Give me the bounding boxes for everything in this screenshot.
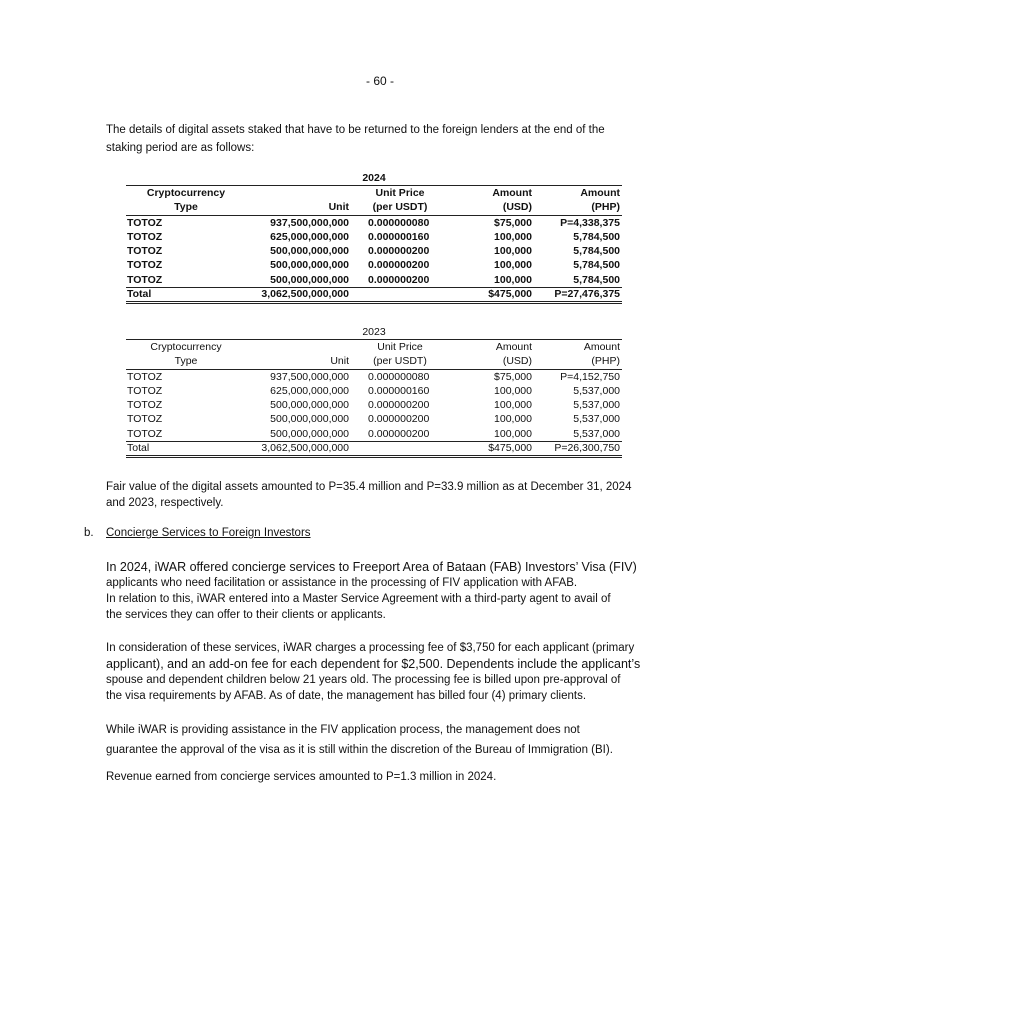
table-row: [126, 216, 622, 230]
cell-php: 5,537,000: [573, 427, 620, 440]
cell-type: TOTOZ: [127, 245, 163, 258]
cell-type: TOTOZ: [127, 413, 163, 426]
cell-unit: 500,000,000,000: [270, 413, 349, 426]
cell-php: P=4,152,750: [560, 370, 620, 383]
table-header-row: [126, 340, 622, 354]
intro-line: The details of digital assets staked that have to be returned to the foreign lenders at the end of the: [106, 124, 605, 136]
cell-type: TOTOZ: [127, 230, 163, 243]
section-title: Concierge Services to Foreign Investors: [106, 527, 311, 539]
paragraph-line: In relation to this, iWAR entered into a Master Service Agreement with a third-party agent to avail of: [106, 593, 611, 605]
col-header-usd: (USD): [502, 355, 532, 368]
cell-php: 5,537,000: [573, 384, 620, 397]
cell-type: TOTOZ: [127, 427, 163, 440]
paragraph-line: the services they can offer to their clients or applicants.: [106, 609, 386, 621]
table-row: [126, 427, 622, 441]
cell-type: TOTOZ: [127, 273, 163, 286]
concierge-paragraph-3: [106, 720, 666, 760]
staked-assets-table-2023: [126, 325, 622, 458]
cell-php: P=4,338,375: [560, 216, 620, 229]
table-row: [126, 273, 622, 287]
paragraph-line: applicant), and an add-on fee for each dependent for $2,500. Dependents include the applicant’s: [106, 657, 641, 671]
cell-php: 5,537,000: [573, 413, 620, 426]
col-header-type: Cryptocurrency: [146, 187, 226, 199]
paragraph-line: While iWAR is providing assistance in the FIV application process, the management does not: [106, 724, 580, 736]
cell-unit: 625,000,000,000: [270, 384, 349, 397]
table-row: [126, 412, 622, 426]
table-header-row: [126, 354, 622, 369]
table-row: [126, 370, 622, 384]
cell-price: 0.000000200: [368, 427, 430, 440]
cell-price: 0.000000200: [368, 399, 430, 412]
col-header-type: Type: [174, 355, 198, 368]
col-header-price: Unit Price: [375, 187, 425, 199]
cell-price: 0.000000080: [368, 216, 430, 229]
paragraph-line: In consideration of these services, iWAR charges a processing fee of $3,750 for each applicant (primary: [106, 642, 635, 654]
cell-type: TOTOZ: [127, 384, 163, 397]
paragraph-line: In 2024, iWAR offered concierge services to Freeport Area of Bataan (FAB) Investors’ Visa (FIV): [106, 560, 637, 574]
cell-price: 0.000000200: [368, 273, 430, 286]
fair-value-line: Fair value of the digital assets amounted to P=35.4 million and P=33.9 million as at December 31, 2024: [106, 481, 632, 493]
col-header-price: (per USDT): [372, 201, 428, 214]
cell-unit: 500,000,000,000: [270, 427, 349, 440]
cell-price: 0.000000200: [368, 413, 430, 426]
cell-usd: 100,000: [494, 399, 532, 412]
paragraph-line: spouse and dependent children below 21 years old. The processing fee is billed upon pre-approval of: [106, 674, 621, 686]
cell-unit: 625,000,000,000: [270, 230, 349, 243]
cell-usd: 100,000: [494, 230, 532, 243]
fair-value-line: and 2023, respectively.: [106, 497, 224, 509]
total-unit: 3,062,500,000,000: [261, 288, 349, 301]
col-header-usd: Amount: [492, 187, 532, 199]
cell-php: 5,784,500: [573, 273, 620, 286]
cell-usd: 100,000: [494, 273, 532, 286]
col-header-usd: (USD): [502, 201, 532, 214]
total-usd: $475,000: [488, 442, 532, 455]
cell-price: 0.000000080: [368, 370, 430, 383]
fair-value-paragraph: [106, 479, 666, 511]
table-year-header: [126, 171, 622, 186]
cell-unit: 937,500,000,000: [270, 370, 349, 383]
cell-type: TOTOZ: [127, 216, 163, 229]
cell-unit: 500,000,000,000: [270, 273, 349, 286]
table-header-row: [126, 200, 622, 215]
cell-unit: 500,000,000,000: [270, 245, 349, 258]
paragraph-line: applicants who need facilitation or assistance in the processing of FIV application with AFAB.: [106, 577, 578, 589]
total-label: Total: [127, 288, 152, 301]
cell-unit: 937,500,000,000: [270, 216, 349, 229]
table-total-row: [126, 441, 622, 458]
cell-php: 5,784,500: [573, 259, 620, 272]
paragraph-line: guarantee the approval of the visa as it is still within the discretion of the Bureau of Immigration (BI).: [106, 744, 613, 756]
table-row: [126, 244, 622, 258]
cell-price: 0.000000200: [368, 259, 430, 272]
paragraph-line: the visa requirements by AFAB. As of date, the management has billed four (4) primary clients.: [106, 690, 587, 702]
total-label: Total: [127, 442, 150, 455]
cell-usd: 100,000: [494, 427, 532, 440]
paragraph-line: Revenue earned from concierge services amounted to P=1.3 million in 2024.: [106, 771, 497, 783]
concierge-paragraph-2: [106, 640, 666, 704]
table-row: [126, 384, 622, 398]
col-header-php: Amount: [580, 187, 620, 199]
table-row: [126, 258, 622, 272]
cell-php: 5,784,500: [573, 245, 620, 258]
table-header-row: [126, 186, 622, 200]
table-year: 2023: [362, 326, 386, 338]
col-header-unit: Unit: [328, 201, 349, 214]
cell-unit: 500,000,000,000: [270, 399, 349, 412]
cell-price: 0.000000160: [368, 384, 430, 397]
table-year-header: [126, 325, 622, 340]
concierge-paragraph-1: [106, 559, 666, 623]
col-header-php: Amount: [583, 341, 620, 353]
total-usd: $475,000: [488, 288, 532, 301]
cell-php: 5,784,500: [573, 230, 620, 243]
intro-paragraph: [106, 121, 666, 157]
concierge-paragraph-4: [106, 768, 666, 786]
total-php: P=27,476,375: [554, 288, 620, 301]
cell-type: TOTOZ: [127, 259, 163, 272]
cell-type: TOTOZ: [127, 370, 163, 383]
table-year: 2024: [362, 172, 386, 184]
col-header-php: (PHP): [591, 355, 620, 368]
table-row: [126, 398, 622, 412]
col-header-type: Type: [174, 201, 198, 214]
col-header-unit: Unit: [330, 355, 349, 368]
cell-usd: 100,000: [494, 384, 532, 397]
cell-usd: 100,000: [494, 259, 532, 272]
col-header-usd: Amount: [495, 341, 532, 353]
col-header-type: Cryptocurrency: [150, 341, 222, 353]
cell-usd: $75,000: [494, 216, 532, 229]
intro-line: staking period are as follows:: [106, 142, 255, 154]
col-header-php: (PHP): [591, 201, 620, 214]
col-header-price: (per USDT): [373, 355, 427, 368]
cell-unit: 500,000,000,000: [270, 259, 349, 272]
total-php: P=26,300,750: [554, 442, 620, 455]
cell-usd: 100,000: [494, 413, 532, 426]
col-header-price: Unit Price: [377, 341, 423, 353]
cell-usd: 100,000: [494, 245, 532, 258]
cell-type: TOTOZ: [127, 399, 163, 412]
section-letter: b.: [84, 527, 94, 539]
staked-assets-table-2024: [126, 171, 622, 304]
table-total-row: [126, 287, 622, 304]
cell-php: 5,537,000: [573, 399, 620, 412]
section-heading: [84, 527, 311, 539]
cell-price: 0.000000160: [368, 230, 430, 243]
table-row: [126, 230, 622, 244]
page-number: - 60 -: [365, 74, 394, 88]
cell-usd: $75,000: [494, 370, 532, 383]
cell-price: 0.000000200: [368, 245, 430, 258]
total-unit: 3,062,500,000,000: [261, 442, 349, 455]
